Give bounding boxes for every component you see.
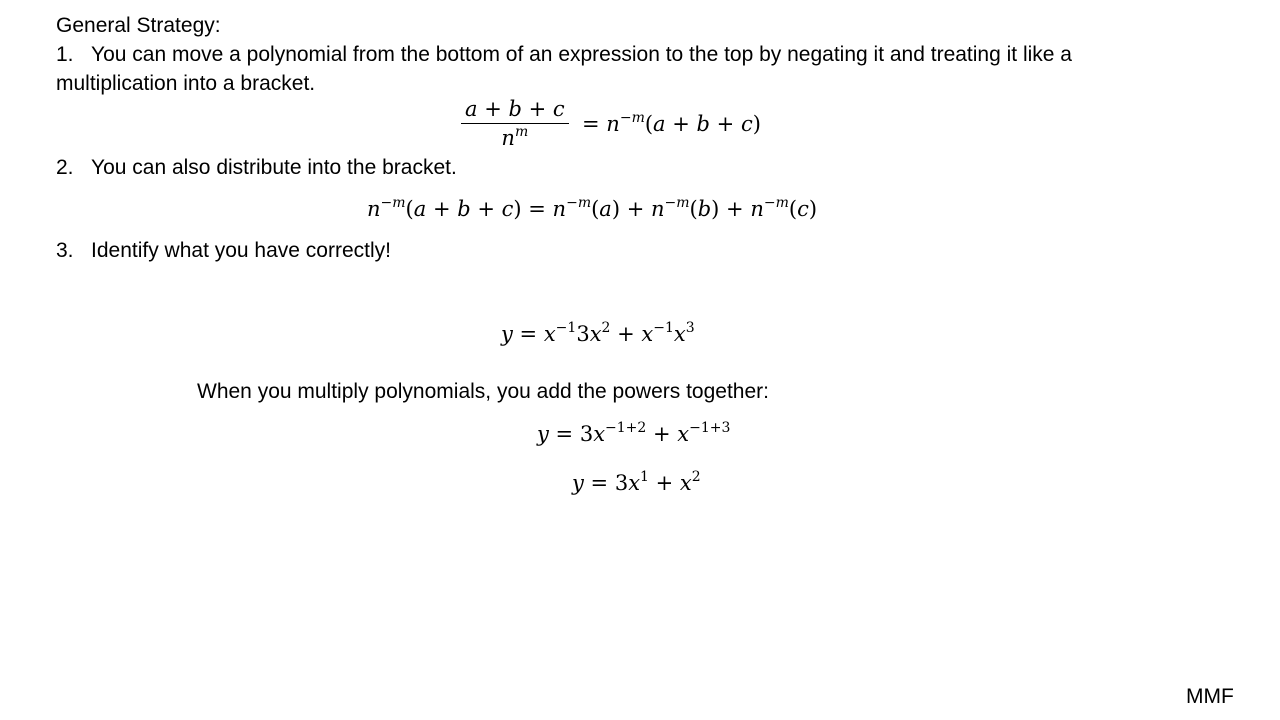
fraction-numerator: a + b + c bbox=[461, 99, 569, 124]
step-1-number: 1. bbox=[56, 43, 74, 66]
add-powers-equation: $y = 3x^{-1+2} + x^{-1+3}$ bbox=[537, 420, 731, 446]
distribute-rule-equation: $n^{-m}(a + b + c) = n^{-m}(a) + n^{-m}(b) + n^{-m}(c)$ bbox=[367, 195, 818, 221]
result-equation: $y = 3x^1 + x^2$ bbox=[572, 469, 701, 495]
fraction-rhs: = $n^{-m}(a + b + c)$ bbox=[575, 109, 761, 136]
multiply-note: When you multiply polynomials, you add the powers together: bbox=[197, 380, 769, 403]
footer-initials: MMF bbox=[1186, 685, 1234, 708]
step-1-line-1 bbox=[56, 40, 1072, 69]
step-1-line-2: multiplication into a bracket. bbox=[56, 72, 316, 95]
step-3-text: Identify what you have correctly! bbox=[91, 239, 391, 262]
step-2-text: You can also distribute into the bracket. bbox=[91, 156, 457, 179]
step-3-number: 3. bbox=[56, 239, 74, 262]
step-2-number: 2. bbox=[56, 156, 74, 179]
example-equation: $y = x^{-1}3x^2 + x^{-1}x^3$ bbox=[501, 320, 695, 346]
heading: General Strategy: bbox=[56, 14, 221, 37]
step-2-line-1 bbox=[56, 153, 457, 182]
step-3-line-1 bbox=[56, 236, 391, 265]
fraction-rule-equation bbox=[461, 99, 761, 149]
step-1-text: You can move a polynomial from the bottom of an expression to the top by negating it and treating it like a bbox=[91, 43, 1072, 66]
fraction-denominator: $n^m$ bbox=[501, 124, 529, 150]
fraction bbox=[461, 99, 569, 149]
